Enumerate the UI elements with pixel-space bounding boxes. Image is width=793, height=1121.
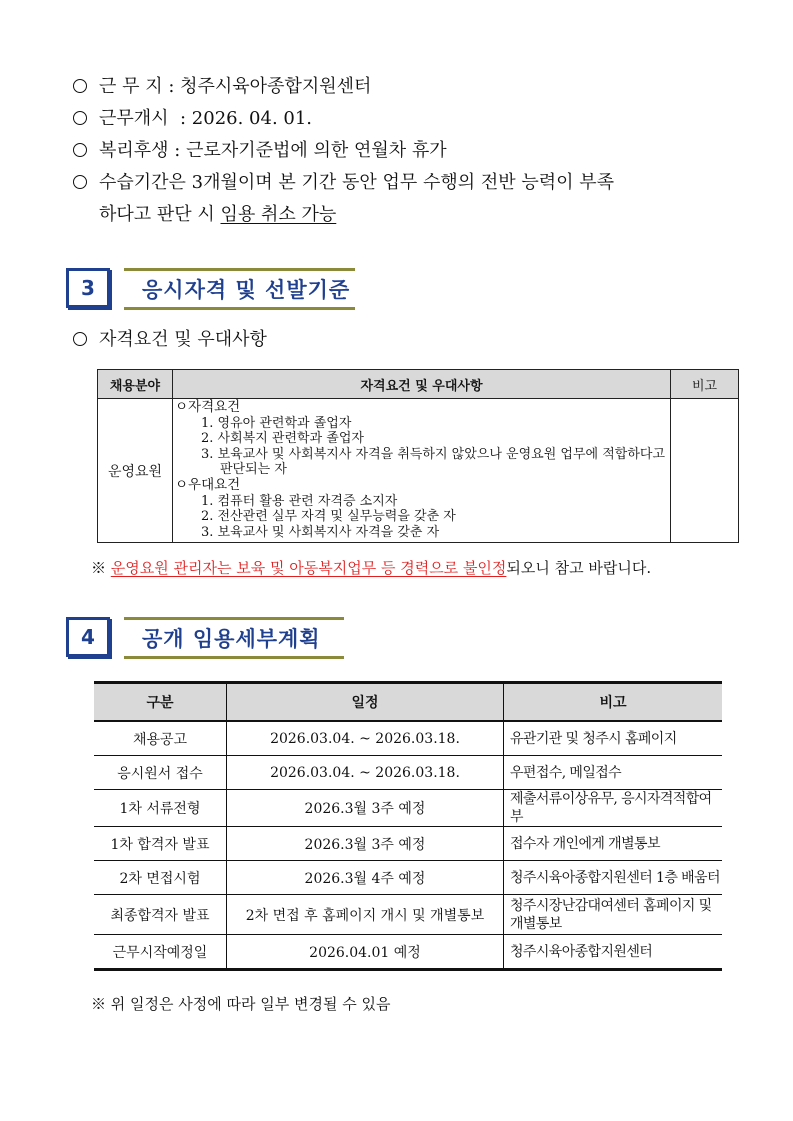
row-date: 2026.3월 3주 예정 xyxy=(227,827,504,861)
note-schedule-change: ※ 위 일정은 사정에 따라 일부 변경될 수 있음 xyxy=(91,995,391,1013)
circle-bullet-icon xyxy=(73,111,87,125)
row-note: 우편접수, 메일접수 xyxy=(504,756,723,790)
section-rule-top xyxy=(124,617,344,620)
table-row xyxy=(94,756,722,790)
table-row xyxy=(94,935,722,970)
row-date: 2026.04.01 예정 xyxy=(227,935,504,970)
section-title: 응시자격 및 선발기준 xyxy=(142,278,351,302)
row-note: 청주시장난감대여센터 홈페이지 및 개별통보 xyxy=(504,895,723,935)
row-item: 1차 합격자 발표 xyxy=(94,827,227,861)
col-header-field: 채용분야 xyxy=(98,370,173,399)
table-row xyxy=(94,861,722,895)
row-date: 2차 면접 후 홈페이지 개시 및 개별통보 xyxy=(227,895,504,935)
row-date: 2026.03.04. ~ 2026.03.18. xyxy=(227,756,504,790)
preference-item: 2. 전산관련 실무 자격 및 실무능력을 갖춘 자 xyxy=(201,509,456,525)
col-header-note: 비고 xyxy=(504,683,723,722)
requirement-item: 3. 보육교사 및 사회복지사 자격을 취득하지 않았으나 운영요원 업무에 적합하다고 xyxy=(201,446,666,462)
qualification-table xyxy=(97,369,739,543)
row-note: 유관기관 및 청주시 홈페이지 xyxy=(504,721,723,756)
bullet-workplace xyxy=(73,75,371,99)
col-header-date: 일정 xyxy=(227,683,504,722)
circle-bullet-icon xyxy=(73,143,87,157)
continuation-text: 하다고 판단 시 xyxy=(99,204,221,225)
row-date: 2026.3월 4주 예정 xyxy=(227,861,504,895)
preference-item: 1. 컴퓨터 활용 관련 자격증 소지자 xyxy=(201,493,398,509)
circle-bullet-icon xyxy=(73,175,87,189)
schedule-table xyxy=(94,681,722,971)
section-rule-top xyxy=(124,268,355,271)
col-header-requirements: 자격요건 및 우대사항 xyxy=(173,370,671,399)
circle-bullet-icon xyxy=(73,79,87,93)
section-title: 공개 임용세부계획 xyxy=(142,627,321,651)
note-mark: ※ xyxy=(91,559,111,577)
bullet-start-date xyxy=(73,107,312,131)
bullet-label: 자격요건 및 우대사항 xyxy=(99,329,267,350)
bullet-label: 근 무 지 xyxy=(99,76,163,97)
bullet-sep: : xyxy=(168,140,187,161)
row-item: 최종합격자 발표 xyxy=(94,895,227,935)
row-note: 제출서류이상유무, 응시자격적합여부 xyxy=(504,790,723,827)
row-item: 채용공고 xyxy=(94,721,227,756)
row-note: 청주시육아종합지원센터 xyxy=(504,935,723,970)
table-row xyxy=(94,721,722,756)
bullet-label: 복리후생 xyxy=(99,140,169,161)
row-item: 응시원서 접수 xyxy=(94,756,227,790)
requirement-item: 1. 영유아 관련학과 졸업자 xyxy=(201,415,352,431)
bullet-sep: : xyxy=(162,76,181,97)
note-red-text: 운영요원 관리자는 보육 및 아동복지업무 등 경력으로 불인정 xyxy=(110,559,507,577)
bullet-probation-continuation xyxy=(99,203,336,227)
row-date: 2026.03.04. ~ 2026.03.18. xyxy=(227,721,504,756)
note-career xyxy=(91,557,651,578)
row-note: 접수자 개인에게 개별통보 xyxy=(504,827,723,861)
section-number: 3 xyxy=(66,268,110,308)
bullet-label: 수습기간은 3개월이며 본 기간 동안 업무 수행의 전반 능력이 부족 xyxy=(99,172,615,193)
note-rest-text: 되오니 참고 바랍니다. xyxy=(506,559,652,577)
requirements-cell xyxy=(173,399,671,543)
preferences-heading: ㅇ우대요건 xyxy=(175,476,241,493)
table-row xyxy=(94,790,722,827)
requirement-item: 판단되는 자 xyxy=(220,462,287,478)
bullet-sep: : xyxy=(168,108,192,129)
bullet-qualifications xyxy=(73,328,267,352)
bullet-value: 청주시육아종합지원센터 xyxy=(180,76,372,97)
requirement-item: 2. 사회복지 관련학과 졸업자 xyxy=(201,431,364,447)
bullet-benefits xyxy=(73,139,447,163)
bullet-label: 근무개시 xyxy=(99,108,169,129)
row-date: 2026.3월 3주 예정 xyxy=(227,790,504,827)
section-number: 4 xyxy=(66,617,110,657)
section-rule-bottom xyxy=(124,307,355,310)
underlined-text: 임용 취소 가능 xyxy=(220,204,337,225)
col-header-remarks: 비고 xyxy=(671,370,739,399)
bullet-value: 2026. 04. 01. xyxy=(191,108,313,129)
section-rule-bottom xyxy=(124,656,344,659)
circle-bullet-icon xyxy=(73,332,87,346)
row-item: 2차 면접시험 xyxy=(94,861,227,895)
table-row xyxy=(94,827,722,861)
remarks-cell xyxy=(671,399,739,543)
preference-item: 3. 보육교사 및 사회복지사 자격을 갖춘 자 xyxy=(201,524,440,540)
category-cell: 운영요원 xyxy=(98,399,173,543)
row-item: 근무시작예정일 xyxy=(94,935,227,970)
table-row xyxy=(94,895,722,935)
col-header-item: 구분 xyxy=(94,683,227,722)
bullet-value: 근로자기준법에 의한 연월차 휴가 xyxy=(186,140,447,161)
requirements-heading: ㅇ자격요건 xyxy=(175,399,241,415)
row-item: 1차 서류전형 xyxy=(94,790,227,827)
row-note: 청주시육아종합지원센터 1층 배움터 xyxy=(504,861,723,895)
bullet-probation xyxy=(73,171,614,195)
